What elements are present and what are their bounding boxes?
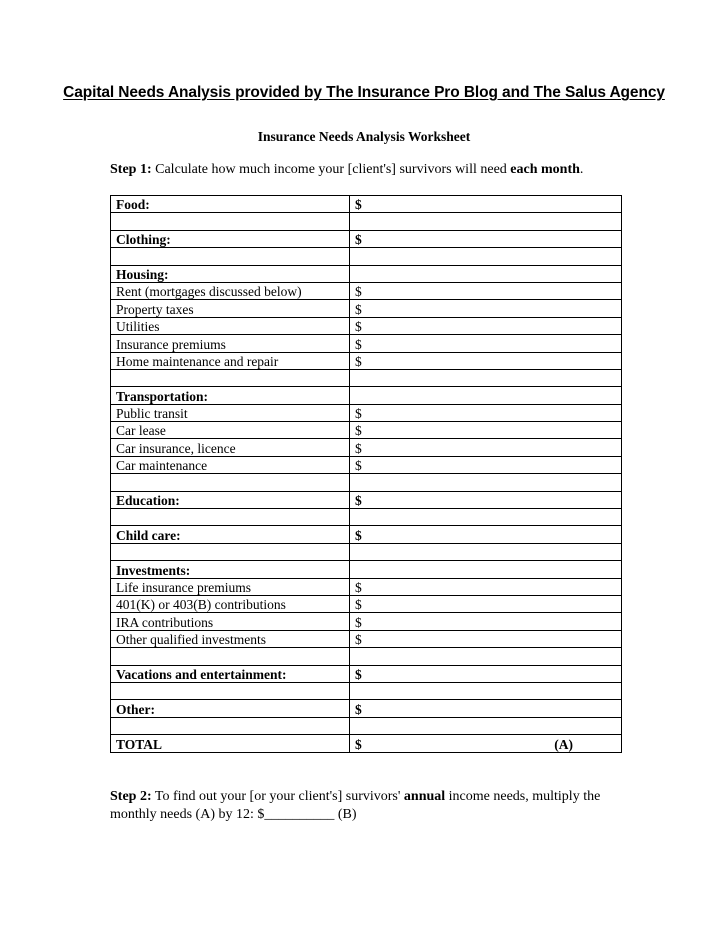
row-label: [111, 543, 350, 560]
step1-emphasis: each month: [510, 162, 580, 177]
table-row: [111, 213, 622, 230]
row-label: Other qualified investments: [111, 630, 350, 647]
row-label: [111, 213, 350, 230]
row-label: Insurance premiums: [111, 335, 350, 352]
row-label: Transportation:: [111, 387, 350, 404]
row-label: [111, 682, 350, 699]
row-label: Car maintenance: [111, 456, 350, 473]
row-label: Life insurance premiums: [111, 578, 350, 595]
table-row: [111, 700, 622, 717]
amount-symbol: $: [355, 336, 362, 352]
row-amount[interactable]: [350, 717, 622, 734]
row-amount[interactable]: [350, 682, 622, 699]
row-amount[interactable]: [350, 213, 622, 230]
row-label: IRA contributions: [111, 613, 350, 630]
amount-symbol: $: [355, 284, 362, 300]
amount-symbol: $: [355, 701, 362, 717]
table-row: [111, 735, 622, 752]
step1-label: Step 1:: [110, 162, 152, 177]
step1-instruction: [110, 162, 630, 178]
row-label: Vacations and entertainment:: [111, 665, 350, 682]
amount-symbol: $: [355, 353, 362, 369]
row-label: Food:: [111, 196, 350, 213]
row-label: 401(K) or 403(B) contributions: [111, 595, 350, 612]
table-row: [111, 491, 622, 508]
row-amount[interactable]: [350, 700, 622, 717]
row-amount[interactable]: [350, 317, 622, 334]
row-amount[interactable]: [350, 509, 622, 526]
table-row: [111, 335, 622, 352]
table-row: [111, 387, 622, 404]
step2-text-cont: income needs, multiply the monthly needs (A) by 12: $__________ (B): [110, 789, 601, 822]
table-row: [111, 682, 622, 699]
table-row: [111, 509, 622, 526]
amount-symbol: $: [355, 614, 362, 630]
row-label: Car insurance, licence: [111, 439, 350, 456]
amount-symbol: $: [355, 666, 362, 682]
amount-symbol: $: [355, 736, 362, 752]
row-label: Other:: [111, 700, 350, 717]
row-amount[interactable]: [350, 595, 622, 612]
row-amount[interactable]: [350, 578, 622, 595]
table-row: [111, 265, 622, 282]
row-amount[interactable]: [350, 665, 622, 682]
step2-text: To find out your [or your client's] survivors': [151, 789, 404, 804]
row-label: [111, 369, 350, 386]
row-amount[interactable]: [350, 404, 622, 421]
row-label: [111, 474, 350, 491]
table-row: [111, 595, 622, 612]
row-amount[interactable]: [350, 282, 622, 299]
table-row: [111, 230, 622, 247]
row-amount[interactable]: [350, 630, 622, 647]
row-label: [111, 509, 350, 526]
row-label: Utilities: [111, 317, 350, 334]
table-row: [111, 561, 622, 578]
step2-emphasis: annual: [403, 789, 446, 804]
row-label: Property taxes: [111, 300, 350, 317]
row-label: Investments:: [111, 561, 350, 578]
row-amount[interactable]: [350, 526, 622, 543]
row-label: [111, 717, 350, 734]
amount-symbol: $: [355, 527, 362, 543]
table-row: [111, 665, 622, 682]
amount-symbol: $: [355, 423, 362, 439]
row-amount[interactable]: [350, 248, 622, 265]
row-amount[interactable]: [350, 335, 622, 352]
table-row: [111, 282, 622, 299]
row-amount[interactable]: [350, 369, 622, 386]
table-row: [111, 630, 622, 647]
row-amount[interactable]: [350, 439, 622, 456]
row-label: [111, 248, 350, 265]
amount-symbol: $: [355, 597, 362, 613]
table-row: [111, 404, 622, 421]
table-row: [111, 526, 622, 543]
row-label: Home maintenance and repair: [111, 352, 350, 369]
row-amount[interactable]: [350, 613, 622, 630]
row-amount[interactable]: [350, 456, 622, 473]
row-amount[interactable]: [350, 352, 622, 369]
row-amount[interactable]: [350, 648, 622, 665]
row-amount[interactable]: [350, 735, 622, 752]
row-amount[interactable]: [350, 543, 622, 560]
row-amount[interactable]: [350, 300, 622, 317]
table-row: [111, 248, 622, 265]
table-row: [111, 578, 622, 595]
amount-symbol: $: [355, 197, 362, 213]
row-amount[interactable]: [350, 387, 622, 404]
total-marker: (A): [554, 736, 573, 752]
step1-text: Calculate how much income your [client's] survivors will need: [151, 162, 511, 177]
row-amount[interactable]: [350, 230, 622, 247]
table-row: [111, 613, 622, 630]
amount-symbol: $: [355, 579, 362, 595]
step2-label: Step 2:: [110, 789, 152, 804]
worksheet-table: [110, 195, 622, 753]
row-label: Rent (mortgages discussed below): [111, 282, 350, 299]
amount-symbol: $: [355, 632, 362, 648]
table-row: [111, 543, 622, 560]
amount-symbol: $: [355, 458, 362, 474]
amount-symbol: $: [355, 232, 362, 248]
table-row: [111, 196, 622, 213]
table-row: [111, 717, 622, 734]
row-label: [111, 648, 350, 665]
row-amount[interactable]: [350, 422, 622, 439]
worksheet-body: [111, 196, 622, 753]
table-row: [111, 456, 622, 473]
table-row: [111, 648, 622, 665]
row-label: Clothing:: [111, 230, 350, 247]
row-label: TOTAL: [111, 735, 350, 752]
row-label: Child care:: [111, 526, 350, 543]
table-row: [111, 317, 622, 334]
amount-symbol: $: [355, 406, 362, 422]
row-amount[interactable]: [350, 561, 622, 578]
step1-end: .: [579, 162, 584, 177]
amount-symbol: $: [355, 493, 362, 509]
table-row: [111, 474, 622, 491]
document-header: Capital Needs Analysis provided by The Insurance Pro Blog and The Salus Agency: [63, 84, 665, 101]
step2-instruction: [110, 788, 640, 824]
table-row: [111, 422, 622, 439]
row-amount[interactable]: [350, 265, 622, 282]
table-row: [111, 369, 622, 386]
table-row: [111, 300, 622, 317]
row-amount[interactable]: [350, 491, 622, 508]
amount-symbol: $: [355, 319, 362, 335]
table-row: [111, 352, 622, 369]
row-label: Housing:: [111, 265, 350, 282]
row-amount[interactable]: [350, 196, 622, 213]
table-row: [111, 439, 622, 456]
worksheet-title: Insurance Needs Analysis Worksheet: [257, 129, 471, 144]
amount-symbol: $: [355, 301, 362, 317]
row-amount[interactable]: [350, 474, 622, 491]
amount-symbol: $: [355, 440, 362, 456]
row-label: Education:: [111, 491, 350, 508]
row-label: Public transit: [111, 404, 350, 421]
row-label: Car lease: [111, 422, 350, 439]
